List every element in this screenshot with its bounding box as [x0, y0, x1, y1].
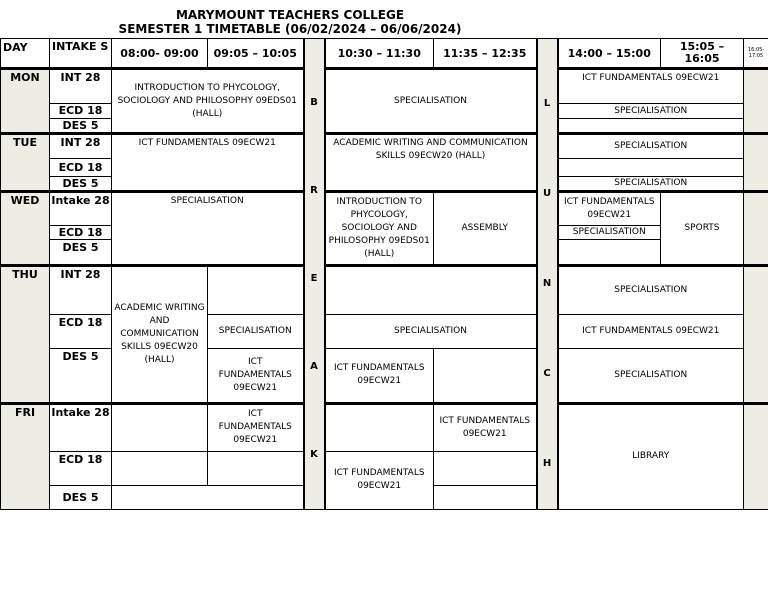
- intake-des5: DES 5: [50, 119, 112, 134]
- break-letter: E: [310, 273, 318, 284]
- intake-int28: INT 28: [50, 266, 112, 314]
- fri-empty-int-3: [325, 403, 434, 451]
- intake-int28: INT 28: [50, 134, 112, 159]
- tue-specialisation: SPECIALISATION: [558, 134, 744, 159]
- intake-des5: DES 5: [50, 177, 112, 192]
- mon-specialisation: SPECIALISATION: [325, 69, 537, 134]
- tue-empty-ecd: [558, 159, 744, 177]
- fri-empty-des-4: [434, 486, 537, 510]
- break-column: [304, 39, 325, 510]
- break-letter: R: [310, 185, 318, 196]
- college-title: MARYMOUNT TEACHERS COLLEGE: [175, 8, 405, 22]
- thu-academic-writing: ACADEMIC WRITING AND COMMUNICATION SKILLS 09ECW20 (HALL): [112, 266, 208, 403]
- thu-specialisation-ecd: SPECIALISATION: [208, 314, 304, 348]
- intake-des5: DES 5: [50, 486, 112, 510]
- intake-intake28: Intake 28: [50, 403, 112, 451]
- intake-ecd18: ECD 18: [50, 314, 112, 348]
- thu-specialisation-des: SPECIALISATION: [558, 348, 744, 403]
- mon-intro-psychology: INTRODUCTION TO PHYCOLOGY, SOCIOLOGY AND PHILOSOPHY 09EDS01 (HALL): [112, 69, 304, 134]
- day-mon: MON: [1, 69, 50, 134]
- fri-empty-ecd-4: [434, 451, 537, 485]
- wed-sports: SPORTS: [661, 192, 744, 266]
- lunch-letter: H: [542, 458, 552, 469]
- fri-ict-fundamentals-ecd: ICT FUNDAMENTALS 09ECW21: [325, 451, 434, 509]
- timetable-subtitle: SEMESTER 1 TIMETABLE (06/02/2024 – 06/06/2024): [118, 22, 462, 36]
- wed-assembly: ASSEMBLY: [434, 192, 537, 266]
- lunch-letter: L: [543, 98, 551, 109]
- lunch-letter: U: [542, 188, 552, 199]
- fri-empty-ecd-2: [208, 451, 304, 485]
- fri-empty-des: [112, 486, 304, 510]
- break-letter: A: [310, 361, 318, 372]
- intake-ecd18: ECD 18: [50, 104, 112, 119]
- thu-empty-int: [208, 266, 304, 314]
- day-thu: THU: [1, 266, 50, 403]
- day-wed: WED: [1, 192, 50, 266]
- day-tue: TUE: [1, 134, 50, 192]
- thu-ict-fundamentals-des2: ICT FUNDAMENTALS 09ECW21: [325, 348, 434, 403]
- thu-empty-mid: [325, 266, 537, 314]
- tue-ict-fundamentals: ICT FUNDAMENTALS 09ECW21: [112, 134, 304, 192]
- header-time-1400: 14:00 – 15:00: [558, 39, 661, 69]
- header-time-0800: 08:00- 09:00: [112, 39, 208, 69]
- break-letter: B: [310, 97, 318, 108]
- lunch-letter: C: [543, 368, 551, 379]
- wed-late-slot: [744, 192, 768, 266]
- fri-ict-fundamentals-int2: ICT FUNDAMENTALS 09ECW21: [434, 403, 537, 451]
- timetable: [0, 38, 768, 510]
- fri-ict-fundamentals-int: ICT FUNDAMENTALS 09ECW21: [208, 403, 304, 451]
- intake-des5: DES 5: [50, 348, 112, 403]
- intake-intake28: Intake 28: [50, 192, 112, 226]
- intake-ecd18: ECD 18: [50, 226, 112, 240]
- mon-ict-fundamentals: ICT FUNDAMENTALS 09ECW21: [558, 69, 744, 104]
- header-day: DAY: [1, 39, 50, 69]
- tue-academic-writing: ACADEMIC WRITING AND COMMUNICATION SKILLS 09ECW20 (HALL): [325, 134, 537, 192]
- thu-empty-des: [434, 348, 537, 403]
- wed-empty-des: [558, 240, 661, 266]
- break-letter: K: [310, 449, 318, 460]
- intake-des5: DES 5: [50, 240, 112, 266]
- header-time-1030: 10:30 – 11:30: [325, 39, 434, 69]
- thu-specialisation-int: SPECIALISATION: [558, 266, 744, 314]
- tue-specialisation-des: SPECIALISATION: [558, 177, 744, 192]
- wed-specialisation: SPECIALISATION: [112, 192, 304, 266]
- header-intakes: INTAKE S: [50, 39, 112, 69]
- mon-specialisation-ecd: SPECIALISATION: [558, 104, 744, 119]
- header-time-0905: 09:05 – 10:05: [208, 39, 304, 69]
- thu-ict-fundamentals-des: ICT FUNDAMENTALS 09ECW21: [208, 348, 304, 403]
- fri-empty-ecd-1: [112, 451, 208, 485]
- fri-late-slot: [744, 403, 768, 509]
- header-time-1505: 15:05 – 16:05: [661, 39, 744, 69]
- thu-late-slot: [744, 266, 768, 403]
- mon-late-slot: [744, 69, 768, 134]
- lunch-letter: N: [542, 278, 552, 289]
- fri-library: LIBRARY: [558, 403, 744, 509]
- intake-ecd18: ECD 18: [50, 159, 112, 177]
- wed-intro-psychology: INTRODUCTION TO PHYCOLOGY, SOCIOLOGY AND PHILOSOPHY 09EDS01 (HALL): [325, 192, 434, 266]
- thu-specialisation-mid: SPECIALISATION: [325, 314, 537, 348]
- header-time-1135: 11:35 – 12:35: [434, 39, 537, 69]
- header-time-1605: 16:05-17:05: [744, 39, 768, 69]
- lunch-column: [537, 39, 558, 510]
- intake-int28: INT 28: [50, 69, 112, 104]
- mon-empty-des: [558, 119, 744, 134]
- wed-specialisation-ecd: SPECIALISATION: [558, 226, 661, 240]
- tue-late-slot: [744, 134, 768, 192]
- thu-ict-fundamentals-ecd: ICT FUNDAMENTALS 09ECW21: [558, 314, 744, 348]
- intake-ecd18: ECD 18: [50, 451, 112, 485]
- wed-ict-fundamentals: ICT FUNDAMENTALS 09ECW21: [558, 192, 661, 226]
- day-fri: FRI: [1, 403, 50, 509]
- fri-empty-int-1: [112, 403, 208, 451]
